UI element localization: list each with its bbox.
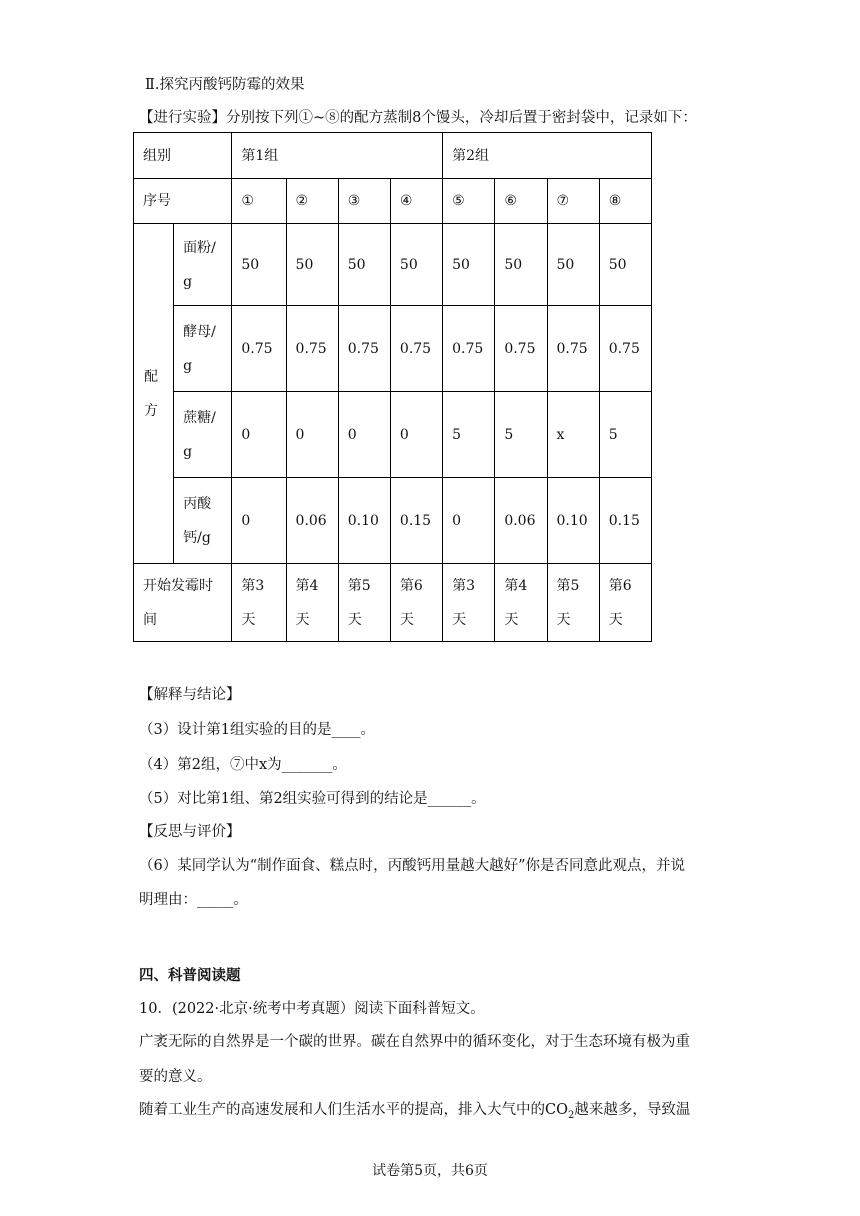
table-cell: 0.10 [338, 478, 390, 564]
table-cell: 0.75 [443, 306, 495, 392]
seq-cell: ⑤ [443, 179, 495, 224]
reflect-heading: 【反思与评价】 [139, 824, 241, 840]
mold-cell: 第5天 [338, 564, 390, 642]
table-cell: x [547, 392, 599, 478]
question-4: （4）第2组，⑦中x为_______。 [139, 757, 347, 773]
table-row [134, 224, 652, 306]
subscript: 2 [567, 1109, 575, 1121]
table-cell: 0.75 [232, 306, 286, 392]
paragraph-1-line2: 要的意义。 [139, 1069, 212, 1085]
table-row [134, 392, 652, 478]
row-label: 蔗糖/g [174, 392, 232, 478]
table-cell: 5 [443, 392, 495, 478]
paragraph-2 [139, 1098, 690, 1121]
table-cell: 0 [286, 392, 338, 478]
seq-cell: ⑦ [547, 179, 599, 224]
table-cell: 0.75 [599, 306, 651, 392]
seq-cell: ③ [338, 179, 390, 224]
mold-cell: 第4天 [495, 564, 547, 642]
seq-cell: ④ [390, 179, 442, 224]
paragraph-2-text: 随着工业生产的高速发展和人们生活水平的提高，排入大气中的CO [139, 1102, 568, 1118]
paragraph-2-text-end: 越来越多，导致温 [574, 1102, 691, 1118]
seq-cell: ② [286, 179, 338, 224]
table-row [134, 306, 652, 392]
table-cell: 0 [443, 478, 495, 564]
group-label: 组别 [134, 133, 232, 179]
table-cell: 50 [286, 224, 338, 306]
question-6-line1: （6）某同学认为“制作面食、糕点时，丙酸钙用量越大越好”你是否同意此观点，并说 [139, 858, 686, 874]
table-cell: 0 [232, 392, 286, 478]
row-label: 酵母/g [174, 306, 232, 392]
table-cell: 50 [338, 224, 390, 306]
table-cell: 5 [599, 392, 651, 478]
part4-heading: 四、科普阅读题 [139, 968, 241, 984]
formula-label: 配方 [134, 224, 174, 564]
table-cell: 50 [599, 224, 651, 306]
mold-cell: 第3天 [232, 564, 286, 642]
mold-label: 开始发霉时间 [134, 564, 232, 642]
table-row [134, 478, 652, 564]
mold-cell: 第6天 [599, 564, 651, 642]
seq-cell: ① [232, 179, 286, 224]
seq-label: 序号 [134, 179, 232, 224]
table-cell: 0.10 [547, 478, 599, 564]
row-label: 丙酸钙/g [174, 478, 232, 564]
table-cell: 50 [495, 224, 547, 306]
mold-cell: 第3天 [443, 564, 495, 642]
table-cell: 0.15 [599, 478, 651, 564]
group1-label: 第1组 [232, 133, 443, 179]
experiment-table [133, 132, 652, 642]
question-10: 10．(2022·北京·统考中考真题）阅读下面科普短文。 [139, 1001, 485, 1017]
table-cell: 0.06 [286, 478, 338, 564]
section-heading: Ⅱ.探究丙酸钙防霉的效果 [145, 77, 305, 93]
table-cell: 50 [547, 224, 599, 306]
explain-heading: 【解释与结论】 [139, 687, 241, 703]
mold-cell: 第4天 [286, 564, 338, 642]
question-6-line2: 明理由：_____。 [139, 892, 248, 908]
table-cell: 0.06 [495, 478, 547, 564]
table-cell: 0 [232, 478, 286, 564]
table-cell: 0.15 [390, 478, 442, 564]
row-label: 面粉/g [174, 224, 232, 306]
seq-cell: ⑥ [495, 179, 547, 224]
mold-cell: 第5天 [547, 564, 599, 642]
table-cell: 0.75 [495, 306, 547, 392]
table-row-mold [134, 564, 652, 642]
table-cell: 0.75 [390, 306, 442, 392]
table-cell: 50 [443, 224, 495, 306]
table-row-seq [134, 179, 652, 224]
question-5: （5）对比第1组、第2组实验可得到的结论是______。 [139, 791, 486, 807]
page-footer: 试卷第5页，共6页 [372, 1163, 488, 1179]
seq-cell: ⑧ [599, 179, 651, 224]
experiment-intro: 【进行实验】分别按下列①~⑧的配方蒸制8个馒头，冷却后置于密封袋中，记录如下： [139, 110, 697, 126]
table-cell: 50 [390, 224, 442, 306]
table-cell: 0 [390, 392, 442, 478]
table-cell: 0.75 [286, 306, 338, 392]
group2-label: 第2组 [443, 133, 652, 179]
table-cell: 50 [232, 224, 286, 306]
paragraph-1-line1: 广袤无际的自然界是一个碳的世界。碳在自然界中的循环变化，对于生态环境有极为重 [139, 1034, 690, 1050]
table-cell: 5 [495, 392, 547, 478]
table-row-group [134, 133, 652, 179]
table-cell: 0.75 [547, 306, 599, 392]
table-cell: 0 [338, 392, 390, 478]
table-cell: 0.75 [338, 306, 390, 392]
mold-cell: 第6天 [390, 564, 442, 642]
question-3: （3）设计第1组实验的目的是____。 [139, 722, 375, 738]
